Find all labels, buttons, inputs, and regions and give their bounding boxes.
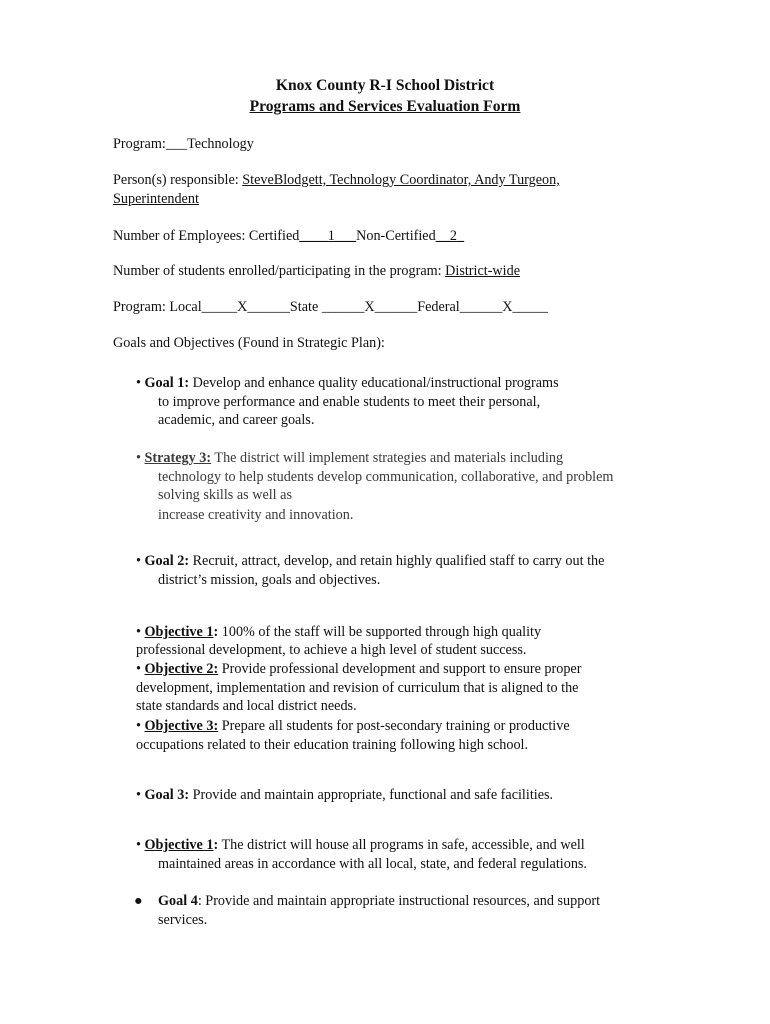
strategy-3-label: Strategy 3: (144, 450, 212, 466)
objective-1 (136, 623, 541, 642)
goal-3-objective-1-colon: : (213, 837, 219, 853)
strategy-3-line-1: The district will implement strategies and materials including (211, 450, 564, 466)
funding-line: Program: Local_____X______State ______X______Federal______X_____ (113, 299, 549, 315)
bullet: • (136, 718, 141, 734)
objective-2-line-3: state standards and local district needs. (136, 698, 357, 714)
objective-3-line-1: Prepare all students for post-secondary training or productive (218, 718, 570, 734)
employees-line (113, 227, 464, 246)
goal-3-objective-1 (136, 836, 585, 855)
objective-3 (136, 717, 570, 736)
goal-2 (136, 552, 604, 571)
bullet: • (136, 553, 141, 569)
persons-value-1: SteveBlodgett, Technology Coordinator, Andy Turgeon, (242, 172, 560, 188)
persons-label: Person(s) responsible: (113, 172, 243, 188)
goal-3-objective-1-line-2: maintained areas in accordance with all local, state, and federal regulations. (158, 856, 587, 872)
strategy-3-line-4: increase creativity and innovation. (158, 507, 354, 523)
employees-label: Number of Employees: Certified (113, 228, 300, 244)
district-title: Knox County R-I School District (275, 77, 495, 94)
program-line (113, 135, 254, 154)
strategy-3-line-3: solving skills as well as (158, 487, 292, 503)
goal-3-line-1: Provide and maintain appropriate, functional and safe facilities. (189, 787, 554, 803)
bullet: • (136, 837, 141, 853)
objective-1-colon: : (213, 624, 219, 640)
objective-3-label: Objective 3: (144, 718, 219, 734)
goals-heading: Goals and Objectives (Found in Strategic Plan): (113, 335, 385, 351)
bullet: • (136, 450, 141, 466)
employees-noncertified: __2_ (435, 228, 465, 244)
objective-2-label: Objective 2: (144, 661, 219, 677)
goal-1 (136, 374, 559, 393)
goal-4-line-2: services. (158, 912, 208, 928)
goal-1-label: Goal 1: (144, 375, 190, 391)
goal-3-label: Goal 3: (144, 787, 190, 803)
objective-2 (136, 660, 581, 679)
goal-2-line-2: district’s mission, goals and objectives. (158, 572, 381, 588)
employees-certified: ____1___ (299, 228, 357, 244)
bullet: • (136, 624, 141, 640)
employees-noncert-label: Non-Certified (356, 228, 436, 244)
goal-4-label: Goal 4 (158, 893, 198, 909)
goal-1-line-3: academic, and career goals. (158, 412, 315, 428)
goal-4-bullet: ● (134, 893, 143, 909)
students-line (113, 262, 520, 281)
program-label: Program: (113, 136, 166, 152)
form-title: Programs and Services Evaluation Form (249, 98, 521, 115)
bullet: • (136, 787, 141, 803)
goal-1-line-1: Develop and enhance quality educational/instructional programs (189, 375, 559, 391)
program-blank: ___ (165, 136, 188, 152)
strategy-3 (136, 449, 563, 468)
students-value: District-wide (445, 263, 520, 279)
objective-2-line-2: development, implementation and revision of curriculum that is aligned to the (136, 680, 579, 696)
objective-2-line-1: Provide professional development and support to ensure proper (218, 661, 582, 677)
goal-4 (158, 892, 600, 911)
goal-2-label: Goal 2: (144, 553, 190, 569)
goal-4-line-1: : Provide and maintain appropriate instructional resources, and support (197, 893, 601, 909)
bullet: • (136, 661, 141, 677)
strategy-3-line-2: technology to help students develop communication, collaborative, and problem (158, 469, 614, 485)
objective-1-label: Objective 1 (144, 624, 214, 640)
students-label: Number of students enrolled/participating in the program: (113, 263, 446, 279)
program-value: Technology (187, 136, 254, 152)
bullet: • (136, 375, 141, 391)
persons-line-1 (113, 171, 560, 190)
persons-line-2 (113, 190, 199, 209)
objective-1-line-1: 100% of the staff will be supported through high quality (218, 624, 542, 640)
goal-1-line-2: to improve performance and enable students to meet their personal, (158, 394, 541, 410)
goal-3 (136, 786, 553, 805)
goal-2-line-1: Recruit, attract, develop, and retain highly qualified staff to carry out the (189, 553, 605, 569)
objective-1-line-2: professional development, to achieve a high level of student success. (136, 642, 527, 658)
goal-3-objective-1-line-1: The district will house all programs in safe, accessible, and well (218, 837, 585, 853)
objective-3-line-2: occupations related to their education training following high school. (136, 737, 529, 753)
persons-value-2: Superintendent (113, 191, 199, 207)
form-title-wrap (0, 98, 770, 117)
goal-3-objective-1-label: Objective 1 (144, 837, 214, 853)
